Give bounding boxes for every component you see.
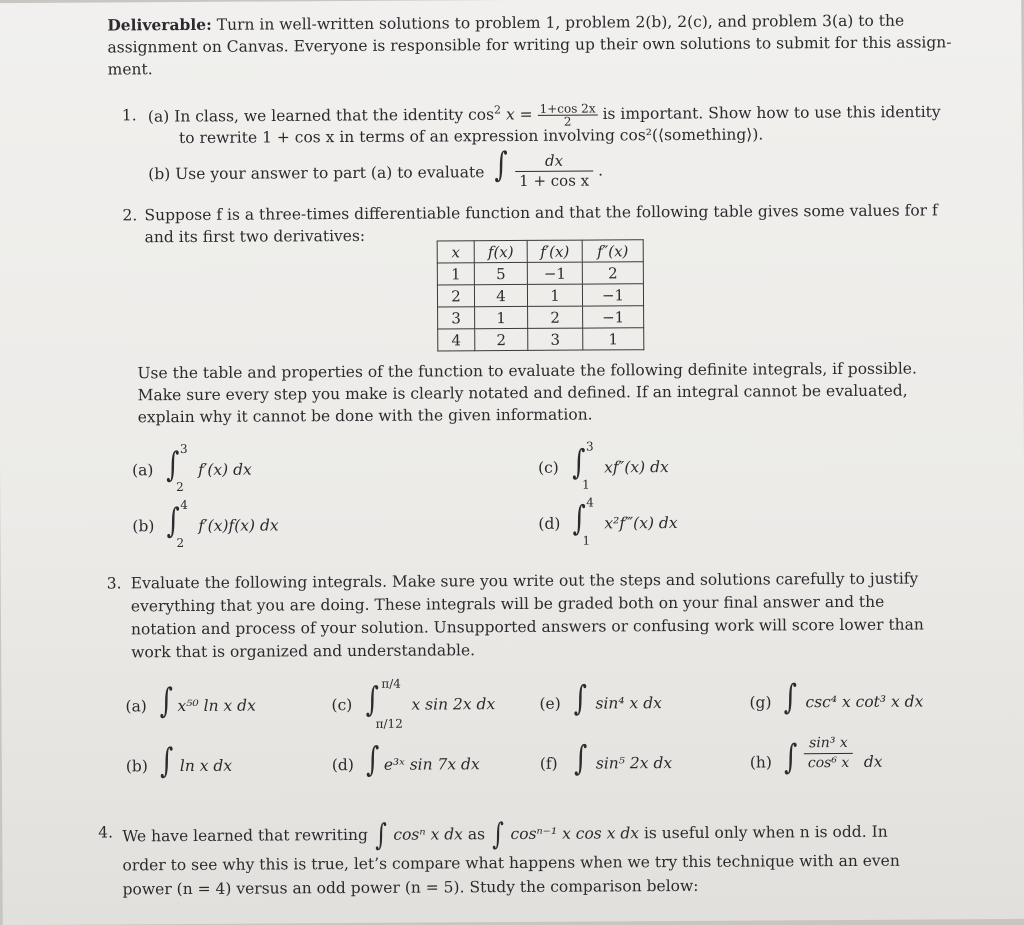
problem-3a-item [125, 681, 305, 730]
table-row [437, 262, 643, 285]
table-header-cell: x [437, 241, 474, 263]
table-row [437, 284, 643, 307]
problem-3d-label: (d) [331, 755, 354, 775]
problem-3-line-2: everything that you are doing. These integrals will be graded both on your final answer and the [130, 592, 885, 616]
integral-sign: ∫ [166, 445, 180, 486]
problem-2d-label: (d) [538, 514, 561, 533]
integral-sign: ∫ [494, 145, 508, 186]
problem-1b-line [148, 162, 484, 185]
problem-1a-line-2: to rewrite 1 + cos x in terms of an expression involving cos²(⟨something⟩). [178, 125, 764, 148]
table-cell: 2 [528, 306, 583, 328]
problem-2-para-1: Use the table and properties of the function to evaluate the following definite integrals, if possible. [137, 359, 917, 383]
lower-limit: 2 [176, 536, 185, 551]
integral-sign: ∫ [783, 737, 798, 778]
problem-3-line-4: work that is organized and understandable. [131, 641, 476, 662]
problem-4-line-1 [122, 818, 888, 853]
problem-4-pre: We have learned that rewriting [122, 825, 368, 846]
problem-4-number: 4. [98, 823, 114, 842]
identity-fraction [538, 102, 598, 127]
identity-denominator: 2 [563, 114, 572, 129]
table-cell: −1 [527, 262, 582, 284]
problem-2b-label: (b) [132, 517, 155, 536]
problem-1a-label: (a) [147, 107, 170, 126]
problem-3b-label: (b) [125, 757, 148, 776]
problem-2b-integrand: f′(x)f(x) dx [198, 516, 279, 535]
values-table [437, 239, 645, 351]
problem-3h-denominator: cos⁶ x [807, 754, 850, 772]
problem-4-line-2: order to see why this is true, let’s compare what happens when we try this technique with an even [122, 851, 900, 875]
problem-1a-post: is important. Show how to use this identity [602, 102, 941, 123]
problem-1b-period: . [598, 161, 604, 180]
problem-3h-item [750, 731, 930, 788]
problem-1a-var: x [505, 105, 515, 124]
problem-3h-fraction [804, 734, 854, 773]
table-cell: 2 [582, 262, 643, 284]
problem-2c-integrand: xf″(x) dx [603, 458, 669, 477]
problem-3c-item [331, 676, 531, 733]
problem-4-int-2: cosⁿ⁻¹ x cos x dx [510, 824, 640, 844]
integral-sign: ∫ [572, 498, 586, 539]
integral-sign: ∫ [159, 681, 174, 722]
integral-sign: ∫ [166, 501, 180, 542]
problem-3h-tail: dx [863, 752, 883, 771]
problem-2c-item [538, 439, 738, 492]
problem-2d-item [538, 494, 758, 547]
problem-2-line-1: Suppose f is a three-times differentiable function and that the following table gives some values for f [144, 201, 938, 225]
table-cell: 3 [438, 307, 475, 329]
table-cell: −1 [583, 306, 644, 328]
identity-numerator: 1+cos 2x [539, 101, 596, 116]
integral-sign: ∫ [491, 817, 504, 853]
deliverable-line-2: assignment on Canvas. Everyone is responsible for writing up their own solutions to submit for this assign- [107, 33, 952, 57]
table-cell: 5 [474, 262, 527, 284]
problem-3f-item [540, 739, 720, 788]
problem-2-line-2: and its first two derivatives: [144, 226, 366, 247]
integral-sign: ∫ [783, 677, 798, 718]
table-header-cell: f″(x) [582, 240, 643, 262]
problem-1b-numerator: dx [515, 151, 593, 171]
problem-4-line-3: power (n = 4) versus an odd power (n = 5). Study the comparison below: [122, 876, 699, 899]
integral-sign: ∫ [572, 442, 586, 483]
table-cell: 1 [583, 328, 644, 350]
problem-4-as: as [467, 825, 486, 844]
integral-sign: ∫ [365, 739, 380, 780]
upper-limit: π/4 [381, 676, 401, 691]
problem-3g-item [749, 677, 979, 726]
table-header-row [437, 240, 643, 263]
upper-limit: 3 [179, 441, 188, 457]
problem-3f-label: (f) [539, 754, 558, 773]
problem-1b-integral [492, 145, 604, 191]
problem-3h-label: (h) [749, 753, 772, 772]
problem-2b-item [132, 497, 352, 550]
problem-2a-item [132, 441, 332, 494]
table-row [438, 328, 644, 351]
deliverable-text-1: Turn in well-written solutions to problem 1, problem 2(b), 2(c), and problem 3(a) to the [216, 11, 905, 34]
problem-3e-item [539, 679, 719, 728]
problem-1b-fraction [515, 151, 593, 190]
problem-3b-item [126, 741, 306, 790]
problem-1a-eq: = [519, 105, 533, 124]
integral-sign: ∫ [573, 738, 588, 779]
upper-limit: 3 [585, 439, 594, 454]
integral-sign: ∫ [573, 678, 588, 719]
problem-4-post: is useful only when n is odd. In [643, 822, 888, 843]
problem-2c-label: (c) [537, 458, 559, 477]
problem-3a-label: (a) [125, 697, 147, 716]
deliverable-label: Deliverable: [107, 14, 212, 35]
problem-2-number: 2. [122, 206, 138, 225]
problem-3-line-1: Evaluate the following integrals. Make sure you write out the steps and solutions carefully to justify [130, 569, 919, 593]
problem-2a-integrand: f′(x) dx [197, 460, 252, 479]
problem-1b-label: (b) [148, 165, 171, 184]
problem-2a-label: (a) [131, 461, 154, 480]
table-cell: 2 [437, 285, 474, 307]
problem-3c-label: (c) [331, 695, 353, 715]
problem-3-number: 3. [106, 574, 122, 593]
table-cell: 2 [475, 328, 528, 350]
table-cell: 1 [527, 284, 582, 306]
integral-sign: ∫ [159, 741, 174, 782]
problem-3a-integrand: x⁵⁰ ln x dx [177, 696, 256, 716]
table-header-cell: f′(x) [527, 240, 582, 262]
problem-4-int-1: cosⁿ x dx [393, 825, 463, 844]
table-cell: 4 [438, 329, 475, 351]
problem-3f-integrand: sin⁵ 2x dx [595, 754, 673, 773]
lower-limit: 2 [176, 480, 184, 495]
deliverable-line-3: ment. [107, 60, 153, 79]
problem-3-line-3: notation and process of your solution. Unsupported answers or confusing work will score lower than [130, 615, 924, 639]
problem-2-para-3: explain why it cannot be done with the given information. [137, 405, 593, 427]
table-cell: 4 [474, 284, 527, 306]
table-cell: 1 [475, 306, 528, 328]
problem-3g-integrand: csc⁴ x cot³ x dx [805, 692, 924, 712]
table-cell: 3 [528, 328, 583, 350]
lower-limit: π/12 [375, 716, 403, 731]
table-cell: 1 [437, 263, 474, 285]
problem-3c-integrand: x sin 2x dx [411, 695, 496, 714]
table-row [438, 306, 644, 329]
upper-limit: 4 [180, 497, 188, 513]
integral-sign: ∫ [365, 679, 380, 720]
problem-3h-numerator: sin³ x [804, 734, 854, 754]
problem-3d-item [332, 740, 532, 789]
problem-1a-pre: In class, we learned that the identity cos [174, 105, 495, 126]
integral-sign: ∫ [374, 817, 387, 853]
problem-3e-integrand: sin⁴ x dx [595, 694, 662, 713]
problem-2d-integrand: x²f‴(x) dx [604, 513, 678, 533]
problem-3b-integrand: ln x dx [179, 756, 233, 776]
upper-limit: 4 [586, 495, 594, 510]
table-cell: −1 [582, 284, 643, 306]
problem-1b-text: Use your answer to part (a) to evaluate [175, 163, 485, 184]
problem-1b-denominator: 1 + cos x [519, 171, 590, 190]
problem-3g-label: (g) [749, 693, 772, 712]
problem-3d-integrand: e³ˣ sin 7x dx [383, 755, 480, 774]
problem-1-number: 1. [121, 106, 137, 125]
problem-2-para-2: Make sure every step you make is clearly notated and defined. If an integral cannot be evaluated, [137, 381, 908, 405]
table-header-cell: f(x) [474, 240, 527, 262]
problem-3e-label: (e) [539, 694, 561, 713]
problem-1a-sup: 2 [493, 103, 502, 117]
lower-limit: 1 [582, 533, 591, 548]
lower-limit: 1 [582, 477, 590, 492]
